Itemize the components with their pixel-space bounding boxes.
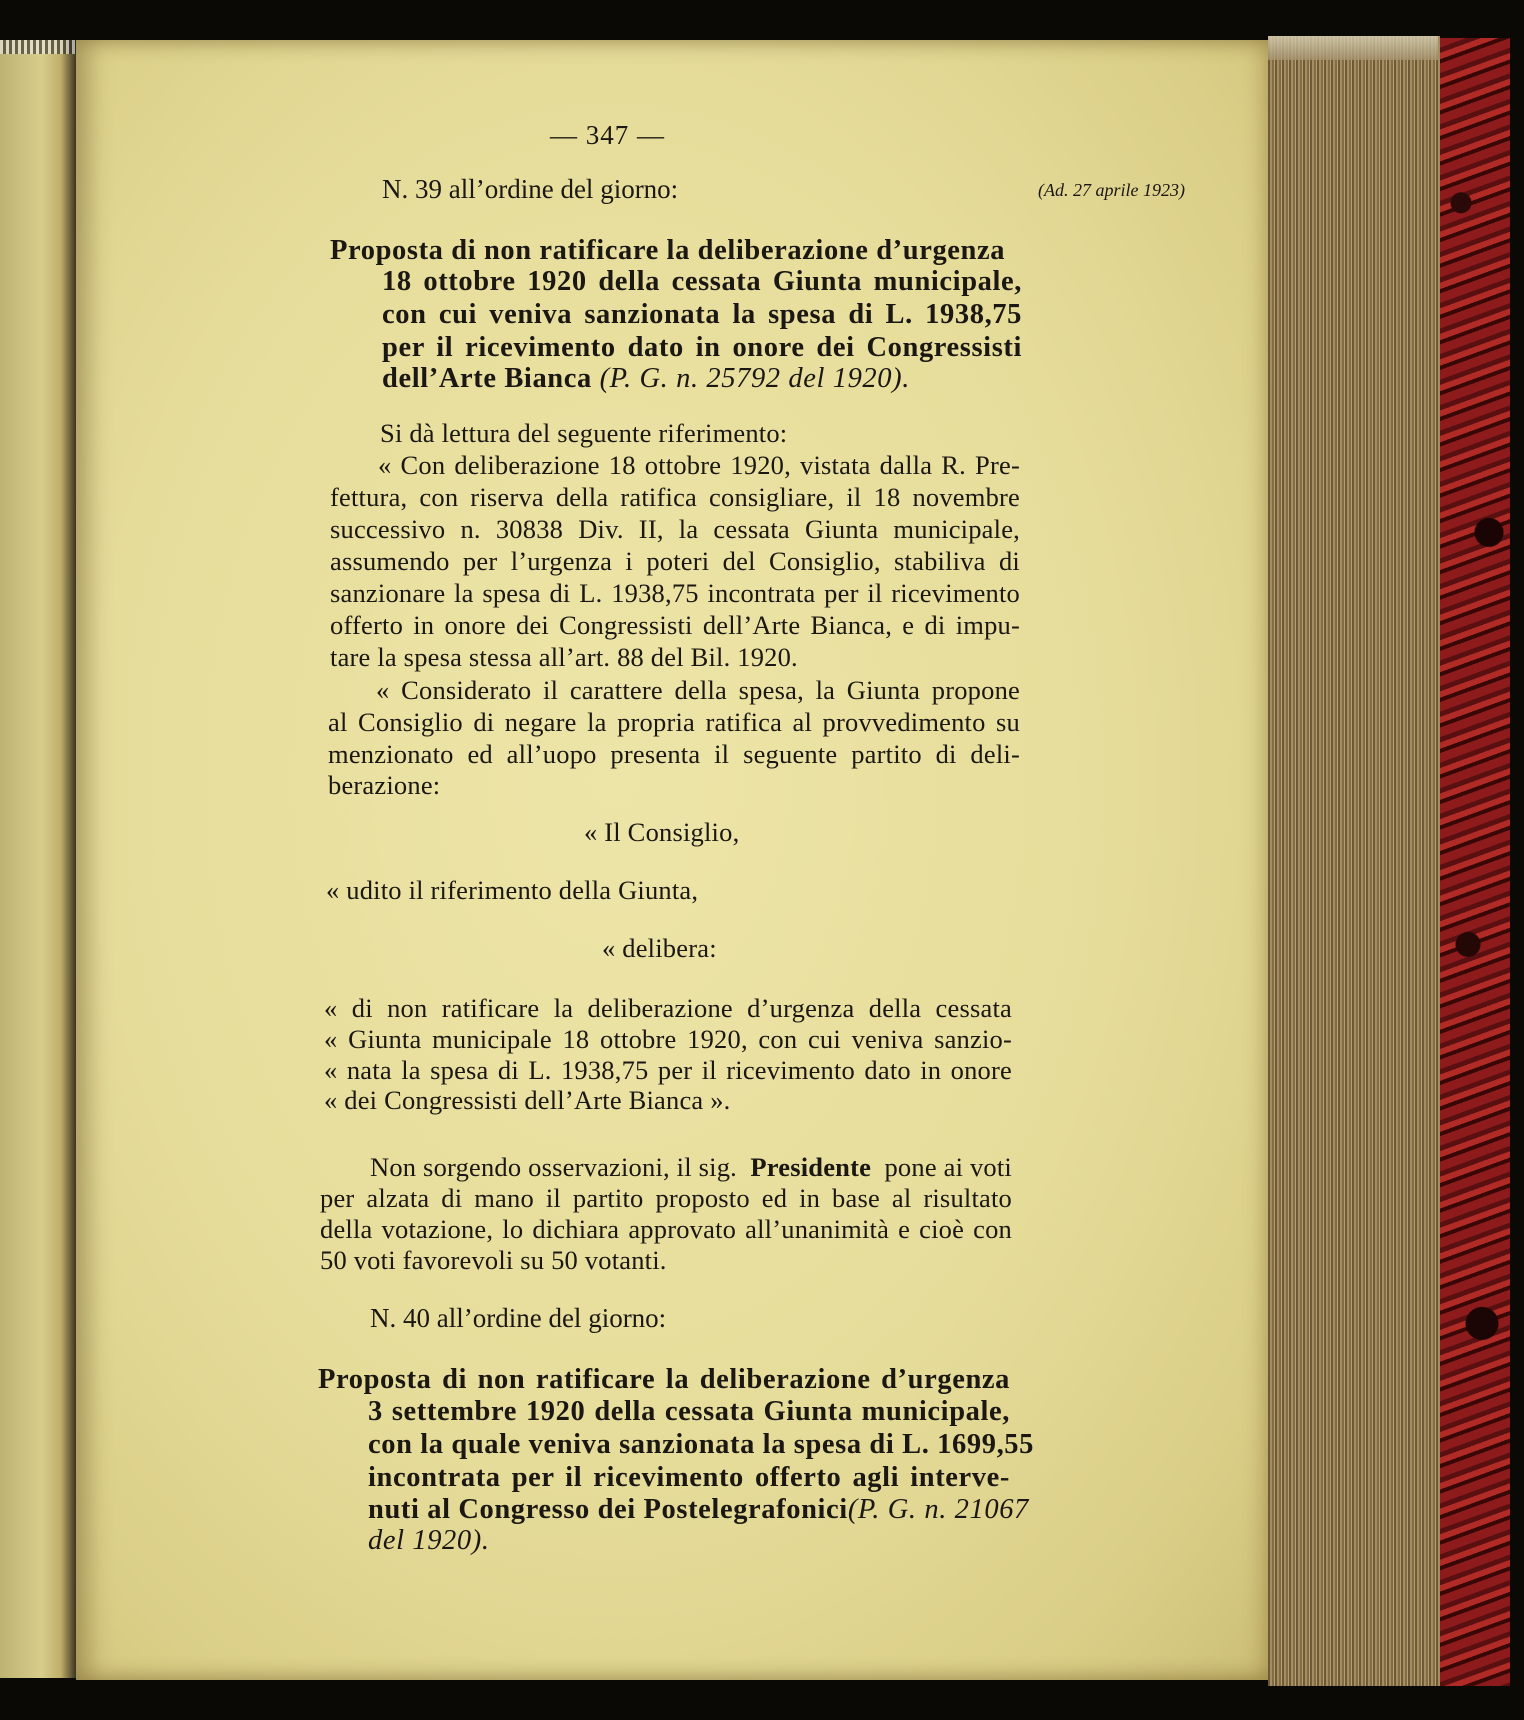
heading-line: 3 settembre 1920 della cessata Giunta municipale, <box>368 1396 1010 1427</box>
session-date: (Ad. 27 aprile 1923) <box>1038 180 1185 200</box>
text-line: « nata la spesa di L. 1938,75 per il ricevimento dato in onore <box>324 1055 1012 1085</box>
text-line: « Giunta municipale 18 ottobre 1920, con cui veniva sanzio- <box>324 1024 1012 1054</box>
heading-line: nuti al Congresso dei Postelegrafonici (P. G. n. 21067 <box>368 1494 1029 1525</box>
text-line: al Consiglio di negare la propria ratifica al provvedimento su <box>328 707 1020 737</box>
text-line: sanzionare la spesa di L. 1938,75 incontrata per il ricevimento <box>330 578 1020 608</box>
text-line: « di non ratificare la deliberazione d’urgenza della cessata <box>324 993 1012 1023</box>
text-line: offerto in onore dei Congressisti dell’Arte Bianca, e di impu- <box>330 610 1020 640</box>
heading-reference-end: del 1920). <box>368 1525 490 1556</box>
text-line: tare la spesa stessa all’art. 88 del Bil. 1920. <box>330 642 798 672</box>
text-line: successivo n. 30838 Div. II, la cessata Giunta municipale, <box>330 514 1020 544</box>
heading-line: Proposta di non ratificare la deliberazione d’urgenza <box>330 235 1006 266</box>
text-line: assumendo per l’urgenza i poteri del Consiglio, stabiliva di <box>330 546 1020 576</box>
heard-line: « udito il riferimento della Giunta, <box>326 875 699 905</box>
text-line: della votazione, lo dichiara approvato all’unanimità e cioè con <box>320 1214 1012 1244</box>
president-name: Presidente <box>750 1152 872 1182</box>
heading-line <box>382 363 910 395</box>
text-line: « Con deliberazione 18 ottobre 1920, vistata dalla R. Pre- <box>378 450 1020 480</box>
text-line: « Considerato il carattere della spesa, la Giunta propone <box>376 675 1020 705</box>
page-edges-top <box>1268 36 1438 60</box>
page-number: — 347 — <box>550 120 665 150</box>
heading-reference: (P. G. n. 21067 <box>847 1494 1029 1525</box>
text-line: menzionato ed all’uopo presenta il seguente partito di deli- <box>328 739 1020 769</box>
page-edges <box>1268 36 1440 1686</box>
heading-line: per il ricevimento dato in onore dei Congressisti <box>382 332 1022 363</box>
text-line: fettura, con riserva della ratifica consigliare, il 18 novembre <box>330 482 1020 512</box>
heading-line <box>368 1525 490 1557</box>
council-line: « Il Consiglio, <box>584 817 740 847</box>
heading-line: con cui veniva sanzionata la spesa di L. 1938,75 <box>382 299 1022 330</box>
heading-line: Proposta di non ratificare la deliberazione d’urgenza <box>318 1364 1010 1395</box>
text-line: 50 voti favorevoli su 50 votanti. <box>320 1245 667 1275</box>
heading-line: 18 ottobre 1920 della cessata Giunta municipale, <box>382 266 1022 297</box>
text-line: Non sorgendo osservazioni, il sig. Presidente pone ai voti <box>370 1152 1012 1182</box>
heading-line: con la quale veniva sanzionata la spesa di L. 1699,55 <box>368 1429 1035 1460</box>
text-line: per alzata di mano il partito proposto ed in base al risultato <box>320 1183 1012 1213</box>
item-39-label: N. 39 all’ordine del giorno: <box>382 174 679 204</box>
heading-reference: (P. G. n. 25792 del 1920). <box>599 363 910 394</box>
heading-last: dell’Arte Bianca <box>382 363 592 394</box>
text-line: berazione: <box>328 770 441 800</box>
deliberates-line: « delibera: <box>602 933 717 963</box>
heading-line: incontrata per il ricevimento offerto agli interve- <box>368 1462 1010 1493</box>
marbled-cover <box>1440 38 1510 1686</box>
item-40-label: N. 40 all’ordine del giorno: <box>370 1303 667 1333</box>
intro-line: Si dà lettura del seguente riferimento: <box>380 418 788 448</box>
text-line: « dei Congressisti dell’Arte Bianca ». <box>324 1085 731 1115</box>
left-page-edge <box>0 40 76 1678</box>
